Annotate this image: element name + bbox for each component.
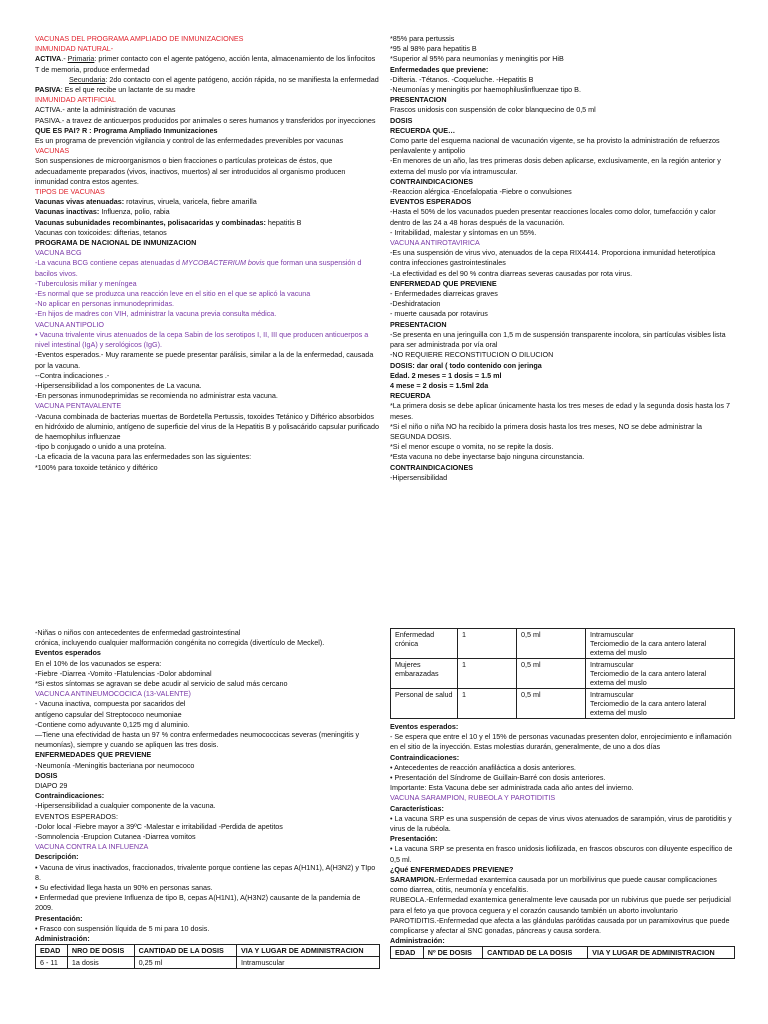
text-line: Como parte del esquema nacional de vacunación vigente, se ha provisto la administración de refuerzos penlavalente y antipolio xyxy=(390,136,720,156)
text-line xyxy=(35,54,380,74)
text-line: Presentación: xyxy=(35,913,83,923)
text-line: • Frasco con suspensión líquida de 5 mi para 10 dosis. xyxy=(35,923,210,933)
srp-dosage-table xyxy=(390,946,735,959)
text-line xyxy=(390,875,735,895)
text-line: Contraindicaciones: xyxy=(35,791,105,801)
table-header-cell: CANTIDAD DE LA DOSIS xyxy=(483,947,588,959)
text-line: -tipo b conjugado o unido a una proteína. xyxy=(35,442,167,452)
text-line: • La vacuna SRP se presenta en frasco unidosis liofilizada, en frascos obscuros con diluyente específico de 0,5 ml. xyxy=(390,844,733,864)
text-line: -Hipersensibilidad xyxy=(390,472,448,482)
page1-left-column xyxy=(35,34,380,473)
influenza-groups-table xyxy=(390,628,735,719)
page2-right-column xyxy=(390,628,735,959)
text-line: -Neumonía -Meningitis bacteriana por neumococo xyxy=(35,760,195,770)
text-line: Características: xyxy=(390,803,444,813)
text-line: RECUERDA QUE… xyxy=(390,125,456,135)
text-line: Es un programa de prevención vigilancia y control de las enfermedades prevenibles por vacunas xyxy=(35,136,344,146)
text-line: • La vacuna SRP es una suspensión de cepas de virus vivos atenuados de sarampión, virus de parotiditis y virus de la rubéola. xyxy=(390,813,732,834)
influenza-dosage-table xyxy=(35,944,380,969)
text-line xyxy=(35,197,380,207)
table-cell: Intramuscular Terciomedio de la cara antero lateral externa del muslo xyxy=(586,689,735,719)
text-line: -Neumonías y meningitis por haemophiluslinfluenzae tipo B. xyxy=(390,85,581,95)
table-cell: 1 xyxy=(458,659,517,689)
text-line: - muerte causada por rotavirus xyxy=(390,309,488,319)
text-segment: .- xyxy=(61,54,68,64)
text-line: -En hijos de madres con VIH, administrar la vacuna previa consulta médica. xyxy=(35,309,277,319)
text-line: —Tiene una efectividad de hasta un 97 % contra enfermedades neumococcicas severas (meningitis y neumonías), siempre y cuando se apliquen las tres dosis. xyxy=(35,730,360,750)
text-line: Administración: xyxy=(390,936,445,946)
text-line: *100% para toxoide tetánico y diftérico xyxy=(35,462,158,472)
table-header-cell: EDAD xyxy=(36,945,68,957)
table-header-cell: VIA Y LUGAR DE ADMINISTRACION xyxy=(588,947,735,959)
text-line: PASIVA.- a travez de anticuerpos producidos por animales o seres humanos y transferidos por inyecciones xyxy=(35,115,376,125)
text-line: - Se espera que entre el 10 y el 15% de personas vacunadas presenten dolor, enrojecimiento e inflamación en el sitio de la inyección. Estas molestias durarán, generalmente, de uno a dos días xyxy=(390,732,732,752)
text-line: *Si el niño o niña NO ha recibido la primera dosis hasta los tres meses, NO se debe administrar la SEGUNDA DOSIS. xyxy=(390,421,703,441)
table-header-cell: Nº DE DOSIS xyxy=(423,947,482,959)
text-line: -Contiene como adyuvante 0,125 mg d aluminio. xyxy=(35,719,190,729)
text-line: PRESENTACION xyxy=(390,95,447,105)
text-line: RUBEOLA.-Enfermedad exantemica generalmente leve causada por un rubivirus que puede ser perjudicial para el feto ya que provoca ceguera y el corazón causando también un aborto involuntario xyxy=(390,895,731,915)
text-line: VACUNA ANTIROTAVIRICA xyxy=(390,238,480,248)
text-line: -No aplicar en personas inmunodeprimidas. xyxy=(35,299,175,309)
text-segment: : primer contacto con el agente patógeno, acción lenta, almacenamiento de los linfocitos T de memoria, produce enfermedad xyxy=(35,54,376,74)
text-line: -Eventos esperados.- Muy raramente se puede presentar parálisis, similar a la de la enfermedad, causada por la vacuna. xyxy=(35,350,374,370)
text-segment: Primaria xyxy=(67,54,95,64)
text-line: • Presentación del Síndrome de Guillain-Barré con dosis anteriores. xyxy=(390,773,606,783)
text-line: • Vacuna de virus inactivados, fraccionados, trivalente porque contiene las cepas A(H1N1), A(H3N2) y TIpo 8. xyxy=(35,862,376,882)
text-line: • Su efectividad llega hasta un 90% en personas sanas. xyxy=(35,883,213,893)
text-line: -Niñas o niños con antecedentes de enfermedad gastrointestinal xyxy=(35,628,241,637)
text-line: ¿Qué ENFERMEDADES PREVIENE? xyxy=(390,864,514,874)
text-line: Eventos esperados: xyxy=(390,722,459,731)
text-line: -Reaccion alérgica -Encefalopatia -Fiebre o convulsiones xyxy=(390,187,572,197)
text-line: TIPOS DE VACUNAS xyxy=(35,187,105,197)
text-segment: -Enfermedad exantemica causada por un morbilivirus que puede causar complicaciones como diarrea, otitis, neumonía y encefalitis. xyxy=(390,875,717,895)
table-cell: Enfermedad crónica xyxy=(391,629,458,659)
table-cell: 1 xyxy=(458,689,517,719)
text-segment: rotavirus, viruela, varicela, fiebre amarilla xyxy=(124,197,257,207)
table-row xyxy=(391,659,735,689)
text-line: crónica, incluyendo cualquier malformación congénita no corregida (divertículo de Meckel). xyxy=(35,638,325,648)
text-line: -La efectividad es del 90 % contra diarreas severas causadas por rota virus. xyxy=(390,268,633,278)
text-line: -Fiebre -Diarrea -Vomito -Flatulencias -Dolor abdominal xyxy=(35,668,212,678)
text-line: VACUNA CONTRA LA INFLUENZA xyxy=(35,842,149,852)
text-line: • Vacuna trivalente virus atenuados de la cepa Sabin de los serotipos I, II, III que producen anticuerpos a nivel intestinal (IgA) y serológicos (IgG). xyxy=(35,329,369,350)
text-line: Eventos esperados xyxy=(35,648,101,658)
text-line: CONTRAINDICACIONES xyxy=(390,462,474,472)
table-cell: Intramuscular xyxy=(236,957,379,969)
table-cell: 0,5 ml xyxy=(517,689,586,719)
text-line: VACUNAS xyxy=(35,146,70,156)
text-line: Son suspensiones de microorganismos o bien fracciones o partículas proteicas de éstos, que adecuadamente preparados (vivos, inactivos, muertos) al ser introducidos al organismo producen inmunidad contra estos agentes. xyxy=(35,156,346,186)
text-line xyxy=(35,218,380,228)
text-line: -Hipersensibilidad a los componentes de La vacuna. xyxy=(35,380,202,390)
text-line: *Si el menor escupe o vomita, no se repite la dosis. xyxy=(390,442,554,452)
text-segment: MYCOBACTERIUM bovis xyxy=(182,258,265,268)
table-cell: 1a dosis xyxy=(67,957,134,969)
table-header-cell: VIA Y LUGAR DE ADMINISTRACION xyxy=(236,945,379,957)
text-line: -Se presenta en una jeringuilla con 1,5 m de suspensión transparente incolora, sin partículas visibles lista para ser administrada por vía oral xyxy=(390,329,726,350)
text-line: Enfermedades que previene: xyxy=(390,64,489,74)
table-cell: Mujeres embarazadas xyxy=(391,659,458,689)
table-header-cell: NRO DE DOSIS xyxy=(67,945,134,957)
text-line: -La eficacia de la vacuna para las enfermedades son las siguientes: xyxy=(35,452,252,462)
text-line: VACUNCA ANTINEUMOCOCICA (13-VALENTE) xyxy=(35,689,191,699)
text-line: ENFERMEDAD QUE PREVIENE xyxy=(390,278,497,288)
text-line: -Hasta el 50% de los vacunados pueden presentar reacciones locales como dolor, tumefacción y calor dentro de las 24 a 48 horas después de la vacunación. xyxy=(390,207,716,227)
text-line: -Es normal que se produzca una reacción leve en el sitio en el que se aplicó la vacuna xyxy=(35,289,311,299)
text-line: -Es una suspensión de virus vivo, atenuados de la cepa RIX4414. Proporciona inmunidad heterotípica contra infecciones gastrointestinales xyxy=(390,248,716,268)
table-row xyxy=(36,957,380,969)
text-line: VACUNA SARAMPION, RUBEOLA Y PAROTIDITIS xyxy=(390,793,556,803)
text-line: - Enfermedades diarreicas graves xyxy=(390,289,498,299)
text-line: DIAPO 29 xyxy=(35,781,68,791)
text-line: DOSIS xyxy=(390,115,413,125)
text-segment: Influenza, polio, rabia xyxy=(99,207,170,217)
table-header-cell: EDAD xyxy=(391,947,424,959)
text-line: EVENTOS ESPERADOS xyxy=(390,197,472,207)
text-line: *Esta vacuna no debe inyectarse bajo ninguna circunstancia. xyxy=(390,452,585,462)
text-line: Presentación: xyxy=(390,834,438,844)
text-line: -Vacuna combinada de bacterias muertas de Bordetella Pertussis, toxoides Tetánico y Diftérico absorbidos en hidróxido de aluminio, antígeno de superficie del virus de la Hepatitis B y polisacárido capsular purificado de haemophilus influenzae xyxy=(35,411,379,441)
text-line: PAROTIDITIS.-Enfermedad que afecta a las glándulas parótidas causada por un paramixovirus que puede complicarse y afectar al SNC gonadas, páncreas y causa sordera. xyxy=(390,915,730,936)
text-line: INMUNIDAD NATURAL- xyxy=(35,44,114,54)
text-line: -En personas inmunodeprimidas se recomienda no administrar esta vacuna. xyxy=(35,391,278,401)
text-line: Contraindicaciones: xyxy=(390,752,460,762)
text-line xyxy=(35,207,380,217)
text-line: --Contra indicaciones .- xyxy=(35,370,110,380)
table-header-row xyxy=(391,947,735,959)
text-line: En el 10% de los vacunados se espera: xyxy=(35,658,162,668)
text-line: VACUNA ANTIPOLIO xyxy=(35,319,104,329)
text-line: -Difteria. -Tétanos. -Coqueluche. -Hepatitis B xyxy=(390,74,534,84)
text-segment: SARAMPION. xyxy=(390,875,436,885)
text-line: QUE ES PAI? R : Programa Ampliado Inmunizaciones xyxy=(35,125,218,135)
text-line: *Si estos síntomas se agravan se debe acudir al servicio de salud más cercano xyxy=(35,679,288,689)
text-line: Vacunas con toxicoides: difterias, tetanos xyxy=(35,227,167,237)
table-cell: 0,5 ml xyxy=(517,629,586,659)
text-line: • Antecedentes de reacción anafiláctica a dosis anteriores. xyxy=(390,762,576,772)
text-line xyxy=(35,258,380,278)
table-cell: 1 xyxy=(458,629,517,659)
text-line: *Superior al 95% para neumonías y meningitis por HiB xyxy=(390,54,564,64)
text-line: Administración: xyxy=(35,934,90,944)
text-line: Edad. 2 meses = 1 dosis = 1.5 ml xyxy=(390,370,502,380)
text-line: ACTIVA.- ante la administración de vacunas xyxy=(35,105,176,115)
text-line: 4 mese = 2 dosis = 1.5ml 2da xyxy=(390,380,489,390)
text-line: Importante: Esta Vacuna debe ser administrada cada año antes del invierno. xyxy=(390,783,634,793)
text-line: -En menores de un año, las tres primeras dosis deben aplicarse, exclusivamente, en la región anterior y externa del muslo por vía intramuscular. xyxy=(390,156,721,176)
text-line: VACUNA PENTAVALENTE xyxy=(35,401,122,411)
text-segment: ACTIVA xyxy=(35,54,62,64)
text-line: Frascos unidosis con suspensión de color blanquecino de 0,5 ml xyxy=(390,105,596,115)
text-line: VACUNAS DEL PROGRAMA AMPLIADO DE INMUNIZACIONES xyxy=(35,34,244,43)
text-segment: hepatitis B xyxy=(265,217,302,227)
text-line: Descripción: xyxy=(35,852,79,862)
text-line: -Tuberculosis miliar y meníngea xyxy=(35,278,137,288)
text-segment: Secundaria xyxy=(69,74,106,84)
text-segment: -La vacuna BCG contiene cepas atenuadas d xyxy=(35,258,183,268)
text-line: - Irritabilidad, malestar y síntomas en un 55%. xyxy=(390,227,537,237)
table-cell: Personal de salud xyxy=(391,689,458,719)
table-header-row xyxy=(36,945,380,957)
table-header-cell: CANTIDAD DE LA DOSIS xyxy=(134,945,236,957)
text-line: antígeno capsular del Streptococo neumoniae xyxy=(35,709,182,719)
text-line: EVENTOS ESPERADOS: xyxy=(35,811,118,821)
text-segment: : Es el que recibe un lactante de su madre xyxy=(60,85,196,95)
text-segment: PASIVA xyxy=(35,85,61,95)
text-segment: Vacunas inactivas: xyxy=(35,207,100,217)
text-line: DOSIS: dar oral ( todo contenido con jeringa xyxy=(390,360,542,370)
table-cell: 0,25 ml xyxy=(134,957,236,969)
text-line: • Enfermedad que previene Influenza de tipo B, cepas A(H1N1), A(H3N2) causante de la pandemia de 2009. xyxy=(35,893,361,913)
text-line: DOSIS xyxy=(35,770,58,780)
text-line: *85% para pertussis xyxy=(390,34,455,43)
table-cell: Intramuscular Terciomedio de la cara antero lateral externa del muslo xyxy=(586,659,735,689)
text-line: -Somnolencia -Erupcion Cutanea -Diarrea vomitos xyxy=(35,832,196,842)
text-line: PROGRAMA DE NACIONAL DE INMUNIZACION xyxy=(35,238,197,248)
text-line xyxy=(35,75,380,85)
text-line: -Dolor local -Fiebre mayor a 39ºC -Malestar e irritabilidad -Perdida de apetitos xyxy=(35,821,283,831)
text-line: *La primera dosis se debe aplicar únicamente hasta los tres meses de edad y la segunda dosis hasta los 7 meses. xyxy=(390,401,731,421)
text-line: *95 al 98% para hepatitis B xyxy=(390,44,477,54)
table-cell: 6 - 11 xyxy=(36,957,68,969)
text-line: RECUERDA xyxy=(390,391,431,401)
table-cell: 0,5 ml xyxy=(517,659,586,689)
text-line: CONTRAINDICACIONES xyxy=(390,176,474,186)
text-segment: : 2do contacto con el agente patógeno, acción rápida, no se manifiesta la enfermedad xyxy=(105,74,379,84)
text-line: -Hipersensibilidad a cualquier componente de la vacuna. xyxy=(35,801,216,811)
text-line: PRESENTACION xyxy=(390,319,447,329)
page1-right-column xyxy=(390,34,735,483)
text-line: -Deshidratacion xyxy=(390,299,441,309)
text-line: INMUNIDAD ARTIFICIAL xyxy=(35,95,116,105)
text-line: - Vacuna inactiva, compuesta por sacaridos del xyxy=(35,699,186,709)
text-line: ENFERMEDADES QUE PREVIENE xyxy=(35,750,152,760)
table-cell: Intramuscular Terciomedio de la cara antero lateral externa del muslo xyxy=(586,629,735,659)
text-line xyxy=(35,85,380,95)
table-row xyxy=(391,689,735,719)
text-segment: Vacunas subunidades recombinantes, polisacaridas y combinadas: xyxy=(35,217,266,227)
text-segment: Vacunas vivas atenuadas: xyxy=(35,197,125,207)
page2-left-column xyxy=(35,628,380,969)
text-line: -NO REQUIERE RECONSTITUCION O DILUCION xyxy=(390,350,554,360)
text-segment: que forman una suspensión d bacilos vivos. xyxy=(35,258,362,278)
table-row xyxy=(391,629,735,659)
text-line: VACUNA BCG xyxy=(35,248,82,258)
